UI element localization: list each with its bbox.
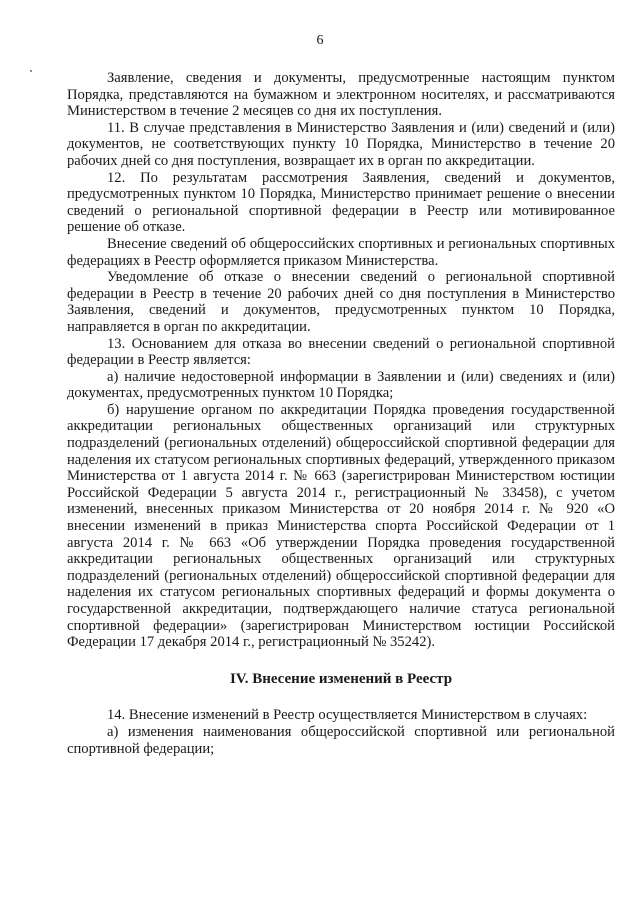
paragraph: Внесение сведений об общероссийских спортивных и региональных спортивных федерациях в Реестр оформляется приказом Министерства.: [67, 235, 615, 269]
paragraph: а) наличие недостоверной информации в Заявлении и (или) сведениях и (или) документах, предусмотренных пунктом 10 Порядка;: [67, 368, 615, 402]
paragraph: а) изменения наименования общероссийской спортивной или региональной спортивной федерации;: [67, 723, 615, 757]
paragraph: 11. В случае представления в Министерство Заявления и (или) сведений и (или) документов, не соответствующих пункту 10 Порядка, Министерство в течение 20 рабочих дней со дня поступления, возвращает их в орган по аккредитации.: [67, 119, 615, 169]
document-body: [67, 70, 615, 757]
page-number: 6: [316, 33, 324, 48]
paragraph: 12. По результатам рассмотрения Заявления, сведений и документов, предусмотренных пунктом 10 Порядка, Министерство принимает решение о внесении сведений о региональной спортивной федерации в Реестр или мотивированное решение об отказе.: [67, 169, 615, 236]
paragraph: 13. Основанием для отказа во внесении сведений о региональной спортивной федерации в Реестр является:: [67, 335, 615, 369]
section-heading: IV. Внесение изменений в Реестр: [229, 670, 453, 687]
paragraph: 14. Внесение изменений в Реестр осуществляется Министерством в случаях:: [107, 707, 588, 724]
paragraph: Уведомление об отказе о внесении сведений о региональной спортивной федерации в Реестр в течение 20 рабочих дней со дня поступления в Министерство Заявления, сведений и документов, предусмотренных пунктом 10 Порядка, направляется в орган по аккредитации.: [67, 269, 615, 335]
scan-speck: [30, 70, 32, 72]
paragraph: Заявление, сведения и документы, предусмотренные настоящим пунктом Порядка, представляются на бумажном и электронном носителях, и рассматриваются Министерством в течение 2 месяцев со дня их поступления.: [67, 70, 615, 120]
paragraph: б) нарушение органом по аккредитации Порядка проведения государственной аккредитации региональных общественных организаций или структурных подразделений (региональных отделений) общероссийской спортивной федерации для наделения их статусом региональных спортивных федераций, утвержденного приказом Министерства от 1 августа 2014 г. № 663 (зарегистрирован Министерством юстиции Российской Федерации 5 августа 2014 г., регистрационный № 33458), с учетом изменений, внесенных приказом Министерства от 20 ноября 2014 г. № 920 «О внесении изменений в приказ Министерства спорта Российской Федерации от 1 августа 2014 г. № 663 «Об утверждении Порядка проведения государственной аккредитации региональных общественных организаций или структурных подразделений (региональных отделений) общероссийской спортивной федерации для наделения их статусом региональных спортивных федераций и формы документа о государственной аккредитации, подтверждающего наличие статуса региональной спортивной федерации» (зарегистрирован Министерством юстиции Российской Федерации 17 декабря 2014 г., регистрационный № 35242).: [67, 401, 615, 651]
